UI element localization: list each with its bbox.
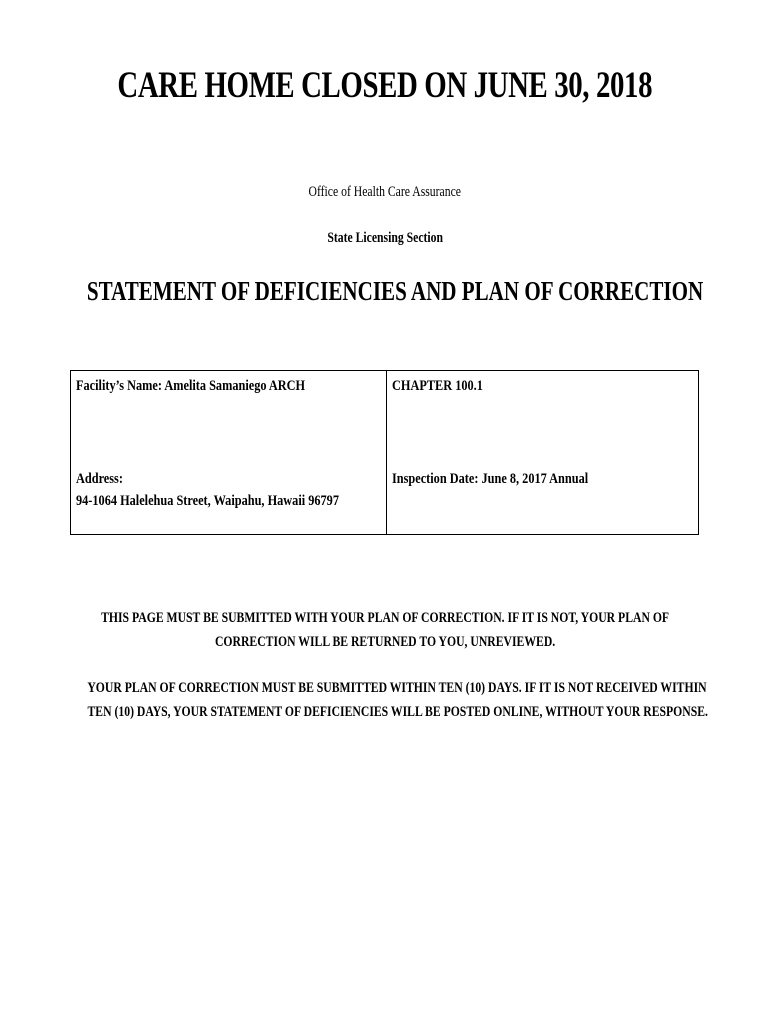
- chapter-text: CHAPTER 100.1: [392, 378, 483, 394]
- chapter-cell: [392, 375, 503, 397]
- deadline-notice: [0, 676, 770, 724]
- submission-notice-line-1: THIS PAGE MUST BE SUBMITTED WITH YOUR PLAN OF CORRECTION. IF IT IS NOT, YOUR PLAN OF: [101, 610, 669, 626]
- deadline-notice-line-1: YOUR PLAN OF CORRECTION MUST BE SUBMITTED WITHIN TEN (10) DAYS. IF IT IS NOT RECEIVED WITHIN: [87, 680, 707, 696]
- address-label: Address:: [76, 471, 123, 487]
- closure-banner-text: CARE HOME CLOSED ON JUNE 30, 2018: [117, 65, 653, 106]
- section-name: [0, 230, 770, 247]
- inspection-date-text: Inspection Date: June 8, 2017 Annual: [392, 471, 589, 487]
- section-name-text: State Licensing Section: [327, 230, 443, 246]
- office-name-text: Office of Health Care Assurance: [308, 184, 462, 200]
- statement-title: [0, 276, 770, 307]
- facility-name-text: Facility’s Name: Amelita Samaniego ARCH: [76, 378, 306, 394]
- office-name: [0, 184, 770, 201]
- submission-notice-line-2: CORRECTION WILL BE RETURNED TO YOU, UNREVIEWED.: [214, 634, 556, 650]
- inspection-date-cell: [392, 468, 631, 490]
- closure-banner: [0, 64, 770, 107]
- statement-title-text: STATEMENT OF DEFICIENCIES AND PLAN OF CORRECTION: [86, 276, 704, 306]
- address-value: 94-1064 Halelehua Street, Waipahu, Hawaii 96797: [76, 493, 339, 509]
- deadline-notice-line-2: TEN (10) DAYS, YOUR STATEMENT OF DEFICIENCIES WILL BE POSTED ONLINE, WITHOUT YOUR RESPONSE.: [87, 704, 708, 720]
- facility-info-table: [70, 370, 699, 535]
- facility-name-cell: [76, 375, 355, 397]
- address-cell: [76, 468, 397, 512]
- submission-notice: [0, 606, 770, 654]
